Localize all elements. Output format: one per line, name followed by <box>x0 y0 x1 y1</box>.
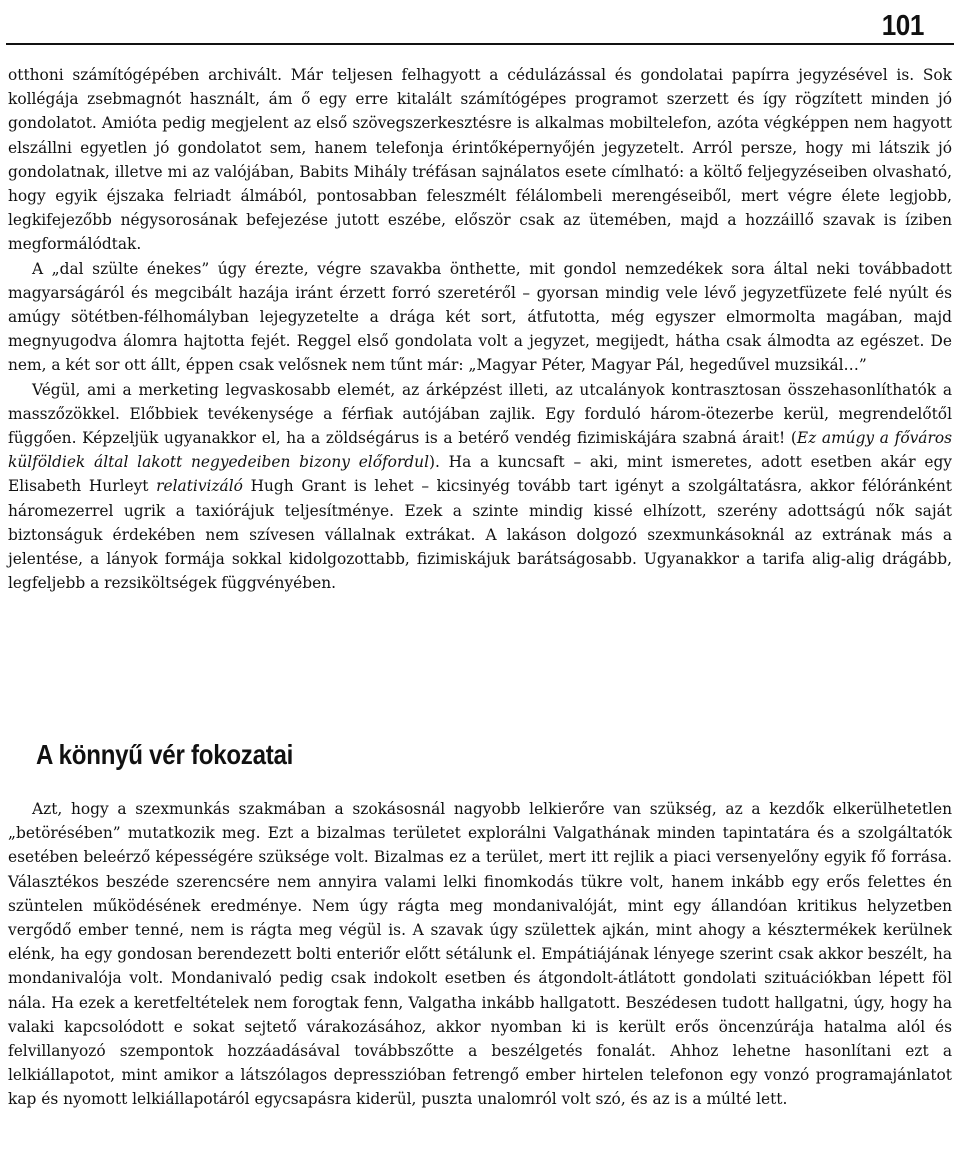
page-number: 101 <box>881 10 924 42</box>
paragraph <box>8 378 952 596</box>
text-section-2 <box>8 797 952 1112</box>
section-heading: A könnyű vér fokozatai <box>36 739 294 770</box>
header-rule <box>6 43 954 45</box>
italic-emphasis: relativizáló <box>156 477 243 496</box>
paragraph-text: ). Ha a kuncsaft – aki, mint ismeretes, adott esetben akár egy Elisabeth Hurleyt <box>8 453 952 496</box>
paragraph: A „dal szülte énekes” úgy érezte, végre szavakba önthette, mit gondol nemzedékek sora által neki továbbadott magyarságáról és megcibált hazája iránt érzett forró szeretéről – gyorsan mindig vele lévő jegyzetfüzete felé nyúlt és amúgy sötétben-félhomályban lejegyzetelte a drága két sort, átfutotta, még egyszer elmormolta magában, majd megnyugodva álomra hajtotta fejét. Reggel első gondolata volt a jegyzet, megijedt, hátha csak álmodta az egészet. De nem, a két sor ott állt, éppen csak velősnek nem tűnt már: „Magyar Péter, Magyar Pál, hegedűvel muzsikál…” <box>8 259 952 375</box>
paragraph: otthoni számítógépében archivált. Már teljesen felhagyott a cédulázással és gondolatai papírra jegyzésével is. Sok kollégája zsebmagnót használt, ám ő egy erre kitalált számítógépes programot szerzett és így rögzített minden jó gondolatot. Amióta pedig megjelent az első szövegszerkesztésre is alkalmas mobiltelefon, azóta végképpen nem hagyott elszállni egyetlen jó gondolatot sem, hanem telefonja érintőképernyőjén jegyzetelt. Arról persze, hogy mi látszik jó gondolatnak, illetve mi az valójában, Babits Mihály tréfásan sajnálatos esete címlható: a költő feljegyzéseiben olvasható, hogy egyik éjszaka felriadt álmából, pontosabban feleszmélt félálombeli merengéseiből, mert végre élete legjobb, legkifejezőbb négysorosának befejezése jutott eszébe, először csak az ütemében, majd a hozzáillő szavak is íziben megformálódtak. <box>8 66 952 254</box>
italic-emphasis: Ez amúgy a főváros külföldiek által lakott negyedeiben bizony előfordul <box>8 429 952 472</box>
text-section-1 <box>8 63 952 595</box>
paragraph-text: Végül, ami a merketing legvaskosabb elemét, az árképzést illeti, az utcalányok kontrasztosan összehasonlíthatók a masszőzökkel. Előbbiek tevékenysége a férfiak autójában zajlik. Egy forduló három-ötezerbe kerül, megrendelőtől függően. Képzeljük ugyanakkor el, ha a zöldségárus is a betérő vendég fizimiskájára szabná árait! ( <box>8 380 952 448</box>
paragraph-text: Hugh Grant is lehet – kicsinyég tovább tart igényt a szolgáltatásra, akkor félóránként háromezerrel ugrik a taxiórájuk teljesítménye. Ezek a szinte mindig kissé elhízott, szerény adottságú nők saját biztonságuk érdekében nem szívesen vállalnak extrákat. A lakáson dolgozó szexmunkásoknál az extrának más a jelentése, a lányok formája sokkal kidolgozottabb, fizimiskájuk barátságosabb. Ugyanakkor a tarifa alig-alig drágább, legfeljebb a rezsiköltségek függvényében. <box>8 477 952 593</box>
paragraph: Azt, hogy a szexmunkás szakmában a szokásosnál nagyobb lelkierőre van szükség, az a kezdők elkerülhetetlen „betörésében” mutatkozik meg. Ezt a bizalmas területet explorálni Valgathának minden tapintatára és a szolgáltatók esetében beleérző képességére szüksége volt. Bizalmas ez a terület, mert itt rejlik a piaci versenyelőny egyik fő forrása. Választékos beszéde szerencsére nem annyira valami lelki finomkodás tükre volt, hanem inkább egy erős felettes én szüntelen működésének eredménye. Nem úgy rágta meg mondanivalóját, mint egy állandóan kritikus helyzetben vergődő ember tenné, nem is rágta meg végül is. A szavak úgy születtek ajkán, mint ahogy a késztermékek kerülnek elénk, ha egy gondosan berendezett bolti enteriőr előtt sétálunk el. Empátiájának lényege szerint csak akkor beszélt, ha mondanivalója volt. Mondanivaló pedig csak indokolt esetben és átgondolt-átlátott gondolati szituációkban lépett föl nála. Ha ezek a keretfeltételek nem forogtak fenn, Valgatha inkább hallgatott. Beszédesen tudott hallgatni, úgy, hogy ha valaki kapcsolódott e sokat sejtető várakozásához, akkor nyomban ki is került erős öncenzúrája hatalma alól és felvillanyozó szempontok hozzáadásával továbbszőtte a beszélgetés fonalát. Ahhoz lehetne hasonlítani ezt a lelkiállapotot, mint amikor a látszólagos depresszióban fetrengő ember hirtelen telefonon egy vonzó programajánlatot kap és nyomott lelkiállapotáról egycsapásra kiderül, puszta unalomról volt szó, és az is a múlté lett. <box>8 800 952 1109</box>
